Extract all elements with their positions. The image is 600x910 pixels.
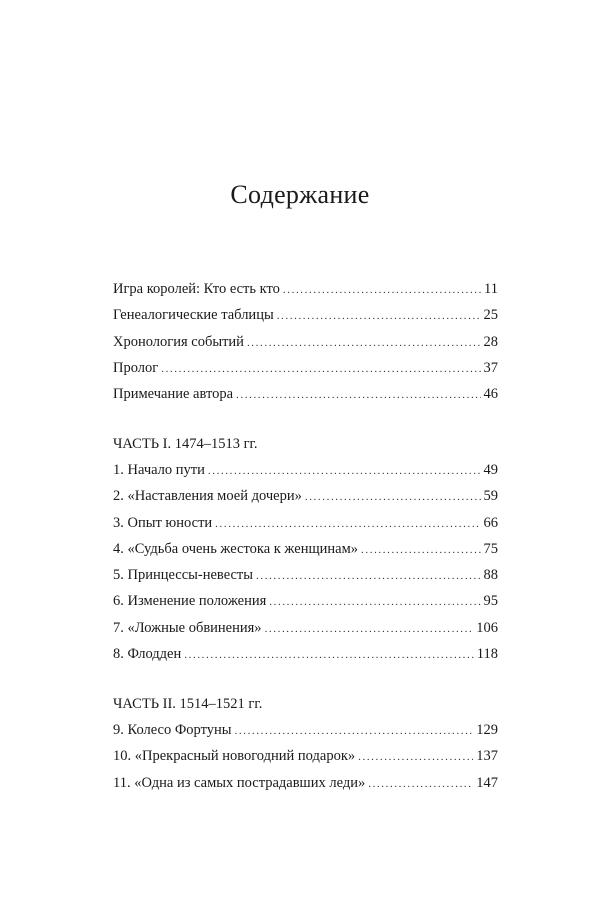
dot-leader [358,751,473,763]
toc-entry [113,386,498,412]
toc-entry-page: 28 [483,333,498,350]
toc-entry [113,567,498,593]
part-heading: ЧАСТЬ I. 1474–1513 гг. [113,436,258,452]
toc-entry-label: 6. Изменение положения [113,593,267,610]
toc-entry-page: 25 [483,307,498,324]
dot-leader [235,725,474,737]
toc-entry-page: 37 [483,359,498,376]
toc-entry-page: 118 [476,646,498,663]
toc-entry-page: 49 [483,462,498,478]
toc-entry [113,646,498,672]
dot-leader [265,623,474,635]
toc-entry-label: 4. «Судьба очень жестока к женщинам» [113,540,359,557]
toc-entry [113,360,498,386]
dot-leader [256,570,480,582]
dot-leader [305,491,481,503]
toc-front-matter [113,281,498,412]
toc-entry-label: 3. Опыт юности [113,514,213,531]
toc-entry-label: Игра королей: Кто есть кто [113,281,280,297]
page-title: Содержание [230,180,370,209]
toc-entry-label: 5. Принцессы-невесты [113,567,254,584]
toc-entry [113,462,498,488]
toc-entry [113,334,498,360]
toc-entry-label: Генеалогические таблицы [113,307,274,324]
toc-entry-label: 1. Начало пути [113,462,205,478]
toc-entry [113,722,498,748]
toc-entry-page: 147 [476,774,498,791]
toc-entry-label: 7. «Ложные обвинения» [113,619,262,636]
toc-entry [113,281,498,307]
dot-leader [368,778,473,790]
toc-entry-page: 75 [483,540,498,557]
toc-entry-page: 137 [476,748,498,765]
toc-entry [113,620,498,646]
toc-entry-page: 95 [483,593,498,610]
toc-entry-page: 11 [484,281,498,297]
toc-part-1 [113,436,498,672]
toc-entry [113,541,498,567]
toc-entry-label: Хронология событий [113,333,244,350]
toc-entry [113,488,498,514]
dot-leader [283,284,481,296]
dot-leader [161,363,480,375]
toc-entry-label: Примечание автора [113,386,234,403]
toc-entry-label: 11. «Одна из самых пострадавших леди» [113,774,366,791]
toc-entry-label: 8. Флодден [113,646,182,663]
toc-entry [113,748,498,774]
toc-entry-page: 106 [476,619,498,636]
dot-leader [277,310,481,322]
dot-leader [215,518,480,530]
dot-leader [236,389,480,401]
dot-leader [247,337,481,349]
toc-entry-page: 129 [476,722,498,738]
toc-part-2 [113,696,498,801]
dot-leader [184,649,474,661]
toc-entry [113,307,498,333]
toc-entry-page: 88 [483,567,498,584]
toc-entry-label: 2. «Наставления моей дочери» [113,488,302,505]
part-heading: ЧАСТЬ II. 1514–1521 гг. [113,696,263,712]
toc-entry-page: 66 [483,514,498,531]
toc-entry-label: Пролог [113,359,159,376]
toc-entry-page: 46 [483,386,498,403]
toc-entry [113,593,498,619]
toc-entry [113,515,498,541]
dot-leader [361,544,480,556]
toc-entry [113,775,498,801]
toc-entry-page: 59 [483,488,498,505]
dot-leader [269,596,480,608]
toc-entry-label: 10. «Прекрасный новогодний подарок» [113,748,356,765]
dot-leader [208,465,481,477]
toc-entry-label: 9. Колесо Фортуны [113,722,232,738]
